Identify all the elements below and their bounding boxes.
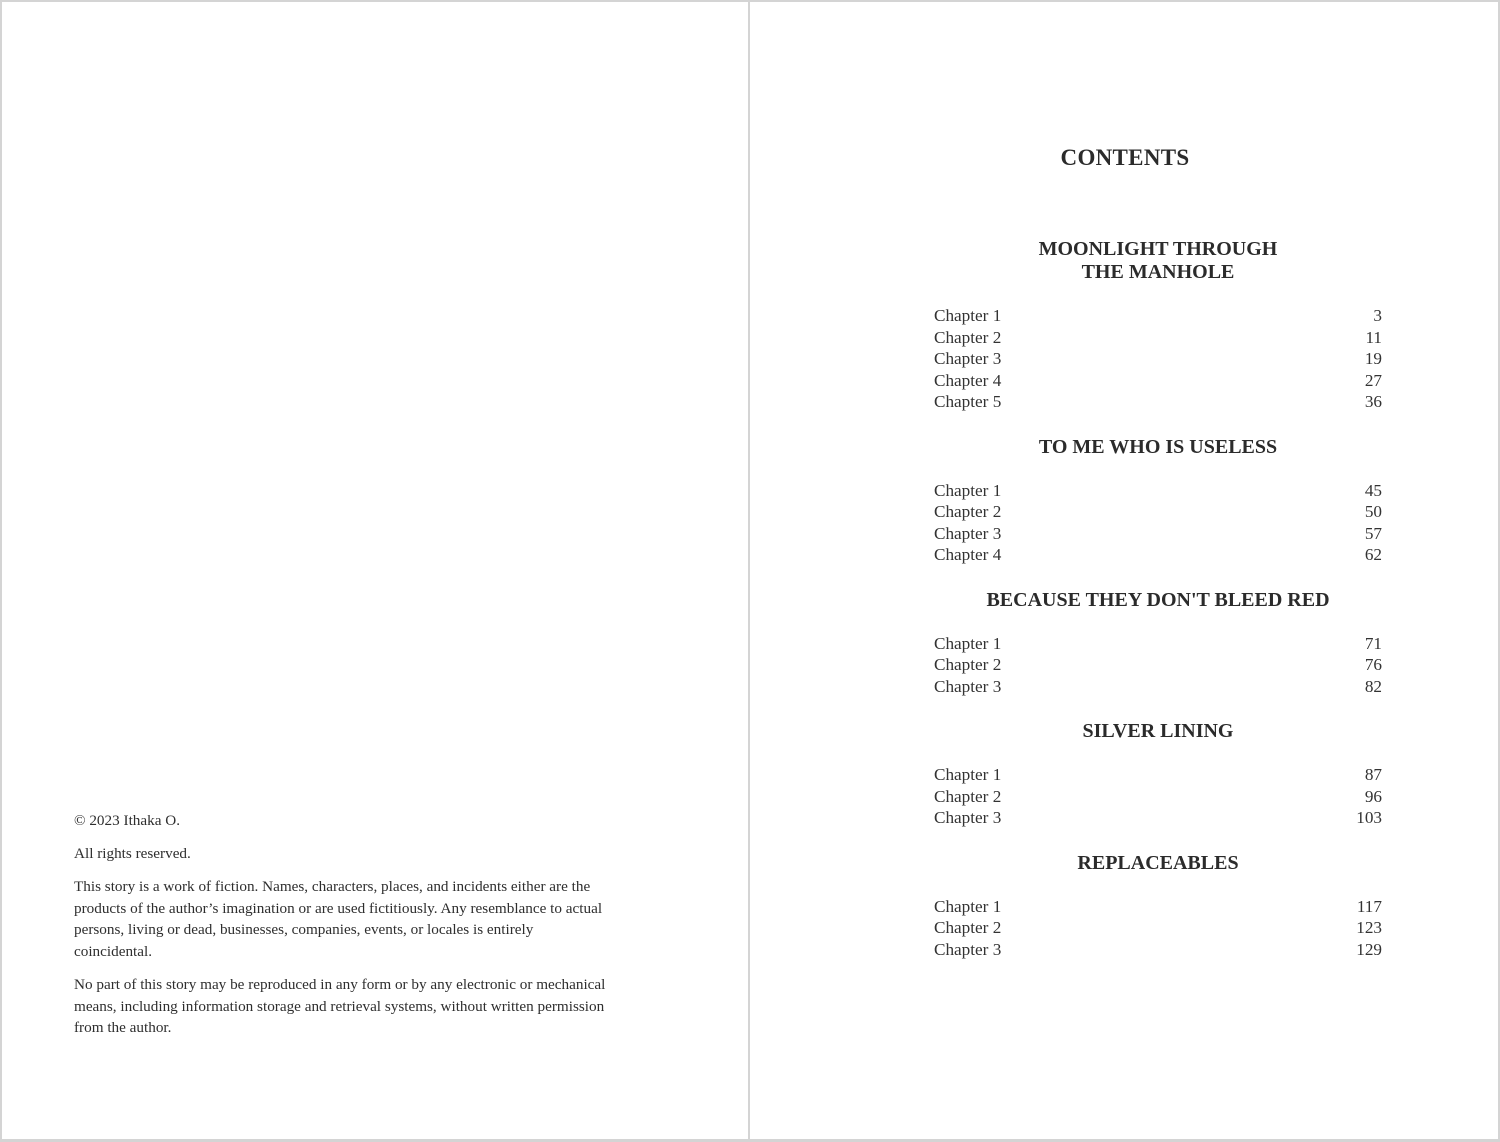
chapter-label: Chapter 1: [934, 633, 1002, 653]
toc-entry[interactable]: [934, 544, 1382, 566]
table-of-contents: [934, 238, 1382, 983]
toc-entry[interactable]: [934, 391, 1382, 413]
book-spread: [2, 2, 1498, 1139]
chapter-label: Chapter 3: [934, 676, 1002, 696]
page-number: 45: [1364, 480, 1382, 500]
toc-entry[interactable]: [934, 764, 1382, 786]
chapter-label: Chapter 1: [934, 480, 1002, 500]
chapter-label: Chapter 4: [934, 370, 1002, 390]
toc-entry[interactable]: [934, 501, 1382, 523]
page-number: 71: [1364, 633, 1382, 653]
toc-entry[interactable]: [934, 327, 1382, 349]
page-number: 62: [1364, 545, 1382, 564]
chapter-label: Chapter 2: [934, 502, 1002, 521]
chapter-label: Chapter 3: [934, 939, 1002, 959]
toc-entry[interactable]: [934, 786, 1382, 808]
chapter-label: Chapter 2: [934, 918, 1002, 937]
page-number: 123: [1356, 918, 1382, 937]
chapter-label: Chapter 3: [934, 808, 1002, 827]
page-number: 3: [1373, 306, 1382, 325]
story-title: TO ME WHO IS USELESS: [1038, 435, 1278, 458]
toc-entry[interactable]: [934, 370, 1382, 392]
toc-entry[interactable]: [934, 654, 1382, 676]
toc-entry[interactable]: [934, 633, 1382, 655]
chapter-label: Chapter 3: [934, 349, 1002, 368]
page-number: 57: [1364, 523, 1382, 543]
reproduction-notice: No part of this story may be reproduced in any form or by any electronic or mechanical means, including information storage and retrieval systems, without written permission from the author.: [74, 976, 606, 1037]
chapter-label: Chapter 1: [934, 306, 1002, 325]
toc-entry[interactable]: [934, 676, 1382, 698]
page-number: 27: [1364, 370, 1382, 390]
page-number: 129: [1356, 939, 1382, 959]
page-number: 19: [1364, 349, 1382, 368]
toc-entry[interactable]: [934, 939, 1382, 961]
toc-entry[interactable]: [934, 348, 1382, 370]
story-title: MOONLIGHT THROUGH THE MANHOLE: [1038, 238, 1278, 283]
story-title: SILVER LINING: [1082, 720, 1234, 742]
copyright-block: [74, 810, 606, 1050]
chapter-list: [934, 480, 1382, 566]
page-number: 103: [1356, 808, 1382, 827]
toc-entry[interactable]: [934, 917, 1382, 939]
contents-heading: CONTENTS: [1060, 145, 1190, 170]
page-number: 82: [1364, 676, 1382, 696]
chapter-list: [934, 764, 1382, 829]
copyright-page: [2, 2, 748, 1139]
chapter-label: Chapter 2: [934, 655, 1002, 674]
story-title: REPLACEABLES: [1077, 851, 1239, 874]
contents-page: [750, 2, 1498, 1139]
toc-entry[interactable]: [934, 305, 1382, 327]
chapter-label: Chapter 1: [934, 896, 1002, 916]
chapter-list: [934, 633, 1382, 698]
page-number: 87: [1364, 765, 1382, 784]
story-title: BECAUSE THEY DON'T BLEED RED: [986, 588, 1330, 611]
rights-statement: All rights reserved.: [74, 845, 191, 863]
chapter-label: Chapter 2: [934, 327, 1002, 347]
chapter-label: Chapter 4: [934, 545, 1002, 564]
chapter-list: [934, 305, 1382, 413]
toc-entry[interactable]: [934, 523, 1382, 545]
page-number: 11: [1365, 327, 1382, 347]
toc-entry[interactable]: [934, 480, 1382, 502]
toc-entry[interactable]: [934, 896, 1382, 918]
page-number: 50: [1364, 502, 1382, 521]
copyright-notice: © 2023 Ithaka O.: [74, 812, 181, 829]
chapter-list: [934, 896, 1382, 961]
fiction-disclaimer: This story is a work of fiction. Names, characters, places, and incidents either are the products of the author’s imagination or are used fictitiously. Any resemblance to actual persons, living or dead, businesses, companies, events, or locales is entirely coincidental.: [74, 878, 603, 960]
chapter-label: Chapter 3: [934, 523, 1002, 543]
chapter-label: Chapter 2: [934, 786, 1002, 806]
chapter-label: Chapter 1: [934, 765, 1002, 784]
page-number: 96: [1364, 786, 1382, 806]
page-number: 36: [1364, 392, 1382, 411]
page-number: 76: [1364, 655, 1382, 674]
toc-entry[interactable]: [934, 807, 1382, 829]
chapter-label: Chapter 5: [934, 392, 1002, 411]
page-number: 117: [1356, 896, 1382, 916]
